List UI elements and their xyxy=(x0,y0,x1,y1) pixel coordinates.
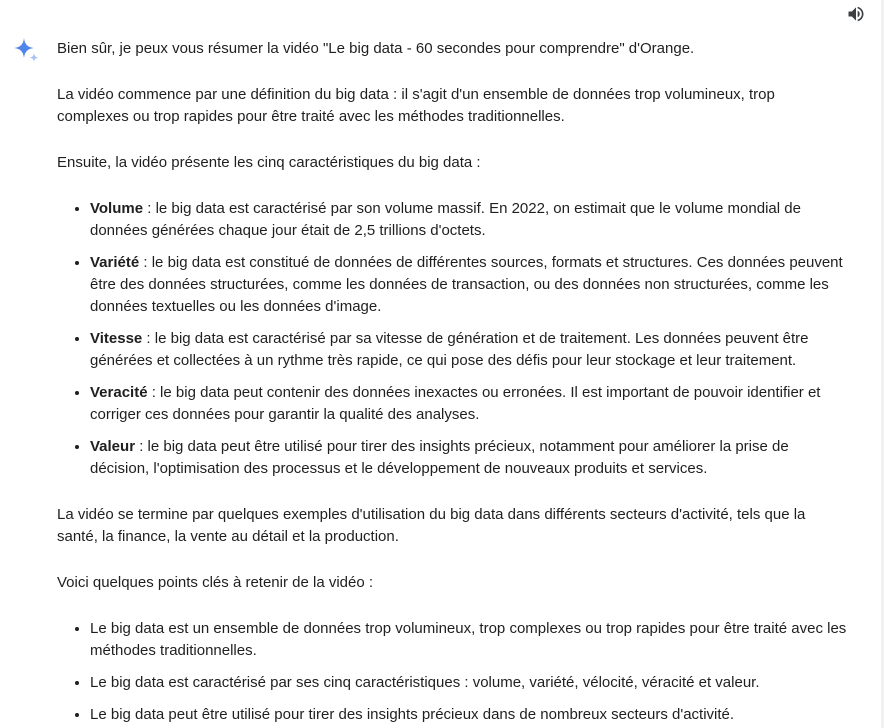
item-text: : le big data peut être utilisé pour tirer des insights précieux, notamment pour améliorer la prise de décision, l'optimisation des processus et le développement de nouveaux produits et services. xyxy=(90,438,789,477)
list-item xyxy=(90,436,847,480)
list-item: • Le big data peut être utilisé pour tirer des insights précieux dans de nombreux secteurs d'activité. xyxy=(90,704,847,726)
item-text: : le big data est caractérisé par son volume massif. En 2022, on estimait que le volume mondial de données générées chaque jour était de 2,5 trillions d'octets. xyxy=(90,200,801,239)
list-item xyxy=(90,328,847,372)
term-valeur: Valeur xyxy=(90,438,136,455)
term-vitesse: Vitesse xyxy=(90,330,143,347)
term-variete: Variété xyxy=(90,254,140,271)
assistant-avatar xyxy=(11,38,41,66)
list-item: • Le big data est caractérisé par ses cinq caractéristiques : volume, variété, vélocité, véracité et valeur. xyxy=(90,672,847,694)
speaker-icon xyxy=(846,4,866,24)
term-veracite: Veracité xyxy=(90,384,148,401)
item-text: : le big data peut contenir des données inexactes ou erronées. Il est important de pouvoir identifier et corriger ces données pour garantir la qualité des analyses. xyxy=(90,384,821,423)
characteristics-list xyxy=(57,198,847,480)
intro-text: Bien sûr, je peux vous résumer la vidéo "Le big data - 60 secondes pour comprendre" d'Orange. xyxy=(57,40,695,57)
response-body xyxy=(57,38,847,728)
characteristics-intro: Ensuite, la vidéo présente les cinq caractéristiques du big data : xyxy=(57,154,481,171)
item-text: : le big data est caractérisé par sa vitesse de génération et de traitement. Les données peuvent être générées et collectées à un rythme très rapide, ce qui pose des défis pour leur stockage et leur traitement. xyxy=(90,330,809,369)
list-item xyxy=(90,252,847,318)
definition-text: La vidéo commence par une définition du big data : il s'agit d'un ensemble de données trop volumineux, trop complexes ou trop rapides pour être traité avec les méthodes traditionnelles. xyxy=(57,86,775,125)
list-item xyxy=(90,198,847,242)
key-points-intro: Voici quelques points clés à retenir de la vidéo : xyxy=(57,574,374,591)
item-text: : le big data est constitué de données de différentes sources, formats et structures. Ces données peuvent être des données structurées, comme les données de transaction, ou des données non structurées, comme les données textuelles ou les données d'image. xyxy=(90,254,843,315)
conclusion-text: La vidéo se termine par quelques exemples d'utilisation du big data dans différents secteurs d'activité, tels que la santé, la finance, la vente au détail et la production. xyxy=(57,506,806,545)
read-aloud-button[interactable] xyxy=(845,3,867,25)
key-points-list xyxy=(57,618,847,726)
term-volume: Volume xyxy=(90,200,144,217)
sparkle-icon xyxy=(11,38,41,66)
list-item: • Le big data est un ensemble de données trop volumineux, trop complexes ou trop rapides pour être traité avec les méthodes traditionnelles. xyxy=(90,618,847,662)
list-item xyxy=(90,382,847,426)
